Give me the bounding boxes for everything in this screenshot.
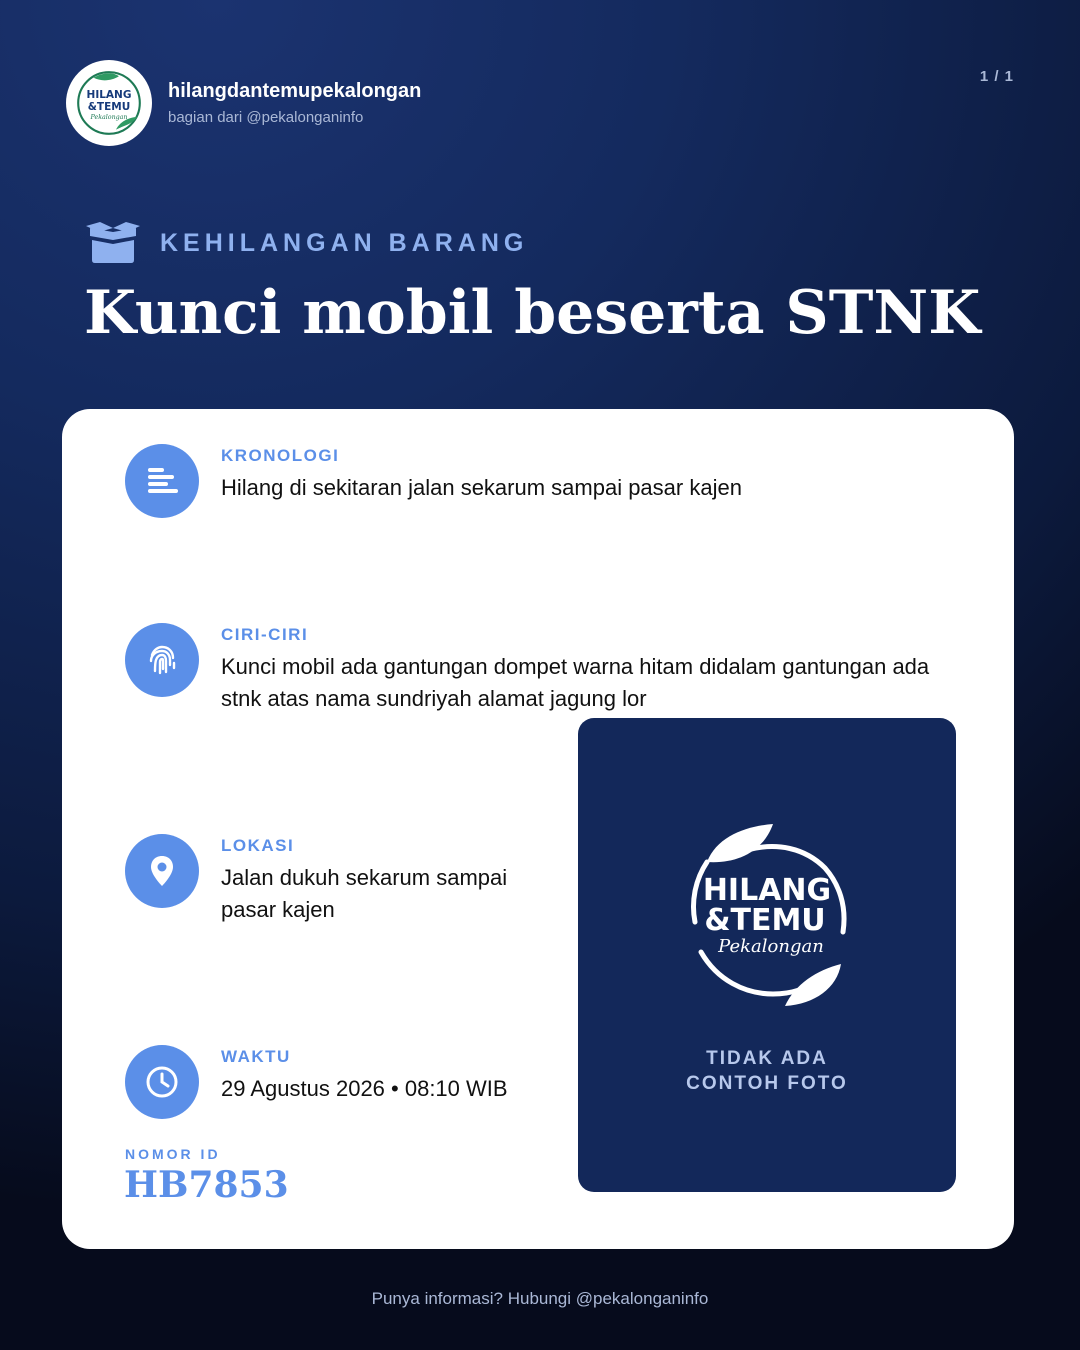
hilang-temu-logo-icon — [677, 822, 857, 1012]
footer-contact: Punya informasi? Hubungi @pekalonganinfo — [371, 1289, 709, 1308]
field-value: Kunci mobil ada gantungan dompet warna hitam didalam gantungan ada stnk atas nama sundriyah alamat jagung lor — [221, 654, 930, 711]
category-row — [86, 222, 528, 264]
category-label: KEHILANGAN BARANG — [160, 228, 529, 257]
detail-card — [62, 409, 1014, 1249]
account-name[interactable]: hilangdantemupekalongan — [168, 80, 422, 102]
field-lokasi — [125, 834, 541, 926]
field-ciri-ciri — [125, 623, 941, 715]
photo-placeholder — [578, 718, 956, 1192]
field-label: KRONOLOGI — [221, 446, 340, 465]
field-kronologi — [125, 444, 742, 518]
photo-logo-line2: &TEMU — [704, 903, 826, 938]
avatar-logo-line3: Pekalongan — [90, 114, 128, 122]
text-lines-icon — [125, 444, 199, 518]
field-value: Hilang di sekitaran jalan sekarum sampai pasar kajen — [221, 475, 742, 500]
hilang-temu-logo-icon — [74, 68, 144, 138]
photo-logo-line1: HILANG — [702, 873, 832, 908]
no-photo-text: TIDAK ADA CONTOH FOTO — [686, 1048, 848, 1094]
field-label: LOKASI — [221, 836, 295, 855]
field-label: WAKTU — [221, 1047, 291, 1066]
field-value: 29 Agustus 2026 • 08:10 WIB — [221, 1076, 508, 1101]
field-value: Jalan dukuh sekarum sampai pasar kajen — [221, 865, 508, 922]
avatar-logo-line2: &TEMU — [87, 101, 131, 113]
avatar-logo-line1: HILANG — [86, 89, 132, 102]
field-label: CIRI-CIRI — [221, 625, 309, 644]
page-counter: 1 / 1 — [979, 68, 1014, 85]
photo-logo-line3: Pekalongan — [718, 936, 824, 957]
id-label: NOMOR ID — [125, 1146, 221, 1162]
box-icon — [86, 222, 140, 264]
account-header — [66, 60, 421, 146]
page-title: Kunci mobil beserta STNK — [84, 278, 981, 348]
fingerprint-icon — [125, 623, 199, 697]
avatar[interactable] — [66, 60, 152, 146]
id-value: HB7853 — [124, 1164, 289, 1206]
account-subtitle: bagian dari @pekalonganinfo — [168, 109, 364, 126]
field-waktu — [125, 1045, 508, 1119]
location-pin-icon — [125, 834, 199, 908]
clock-icon — [125, 1045, 199, 1119]
